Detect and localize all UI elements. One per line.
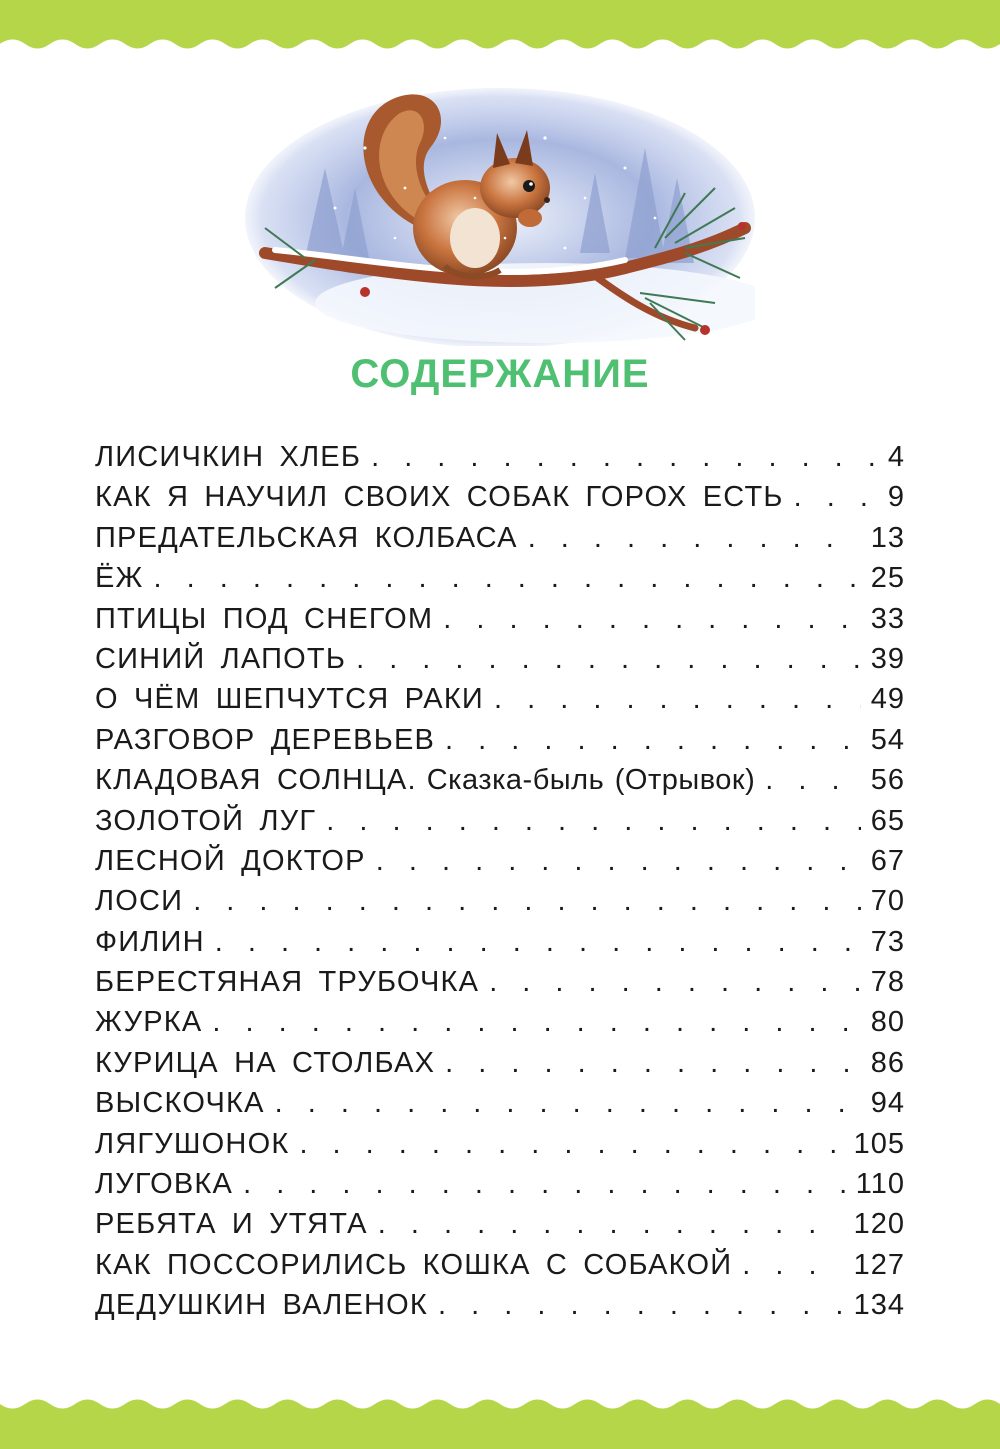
dot-leader (494, 683, 861, 716)
toc-entry (95, 1128, 905, 1168)
toc-page-number: 67 (870, 844, 905, 877)
toc-entry-title: КЛАДОВАЯ СОЛНЦА. (95, 764, 417, 797)
toc-entry (95, 643, 905, 683)
toc-entry-title: СИНИЙ ЛАПОТЬ (95, 642, 347, 675)
toc-page-number: 39 (870, 642, 905, 675)
toc-entry-title: ДЕДУШКИН ВАЛЕНОК (95, 1289, 429, 1322)
toc-entry-title: ЛИСИЧКИН ХЛЕБ (95, 441, 362, 473)
dot-leader (212, 1006, 860, 1039)
dot-leader (215, 926, 861, 959)
toc-entry (95, 764, 905, 804)
dot-leader (356, 643, 861, 676)
dot-leader (445, 724, 861, 757)
toc-entry-title: РАЗГОВОР ДЕРЕВЬЕВ (95, 723, 436, 756)
toc-page-number: 134 (853, 1289, 905, 1322)
toc-entry-title: ЖУРКА (95, 1006, 203, 1039)
toc-page-number: 54 (870, 723, 905, 756)
toc-entry (95, 1249, 905, 1289)
dot-leader (765, 764, 860, 797)
dot-leader (275, 1087, 861, 1120)
toc-entry (95, 724, 905, 764)
toc-page-number: 13 (870, 521, 905, 554)
toc-entry (95, 845, 905, 885)
squirrel-illustration (245, 78, 755, 346)
toc-page-number: 80 (870, 1006, 905, 1039)
page-title: СОДЕРЖАНИЕ (350, 352, 650, 396)
toc-entry-title: КУРИЦА НА СТОЛБАХ (95, 1046, 436, 1079)
toc-page-number: 65 (870, 804, 905, 837)
toc-page-number: 9 (887, 481, 905, 514)
toc-entry-title: О ЧЁМ ШЕПЧУТСЯ РАКИ (95, 683, 484, 716)
toc-entry (95, 1006, 905, 1046)
toc-entry-title: ЁЖ (95, 562, 144, 595)
dot-leader (243, 1168, 846, 1201)
dot-leader (445, 1047, 861, 1080)
toc-entry-subtitle: Сказка-быль (Отрывок) (426, 764, 756, 797)
toc-entry-title: ЛОСИ (95, 885, 184, 918)
toc-page-number: 49 (870, 683, 905, 716)
dot-leader (443, 603, 860, 636)
toc-entry-title: КАК Я НАУЧИЛ СВОИХ СОБАК ГОРОХ ЕСТЬ (95, 481, 784, 514)
toc-page-number: 73 (870, 925, 905, 958)
table-of-contents (95, 441, 905, 1330)
toc-entry (95, 1168, 905, 1208)
toc-entry-title: КАК ПОССОРИЛИСЬ КОШКА С СОБАКОЙ (95, 1248, 733, 1281)
toc-entry (95, 805, 905, 845)
dot-leader (326, 805, 860, 838)
dot-leader (154, 562, 861, 595)
toc-page-number: 33 (870, 602, 905, 635)
wave-border-bottom (0, 1397, 1000, 1411)
toc-page-number: 94 (870, 1087, 905, 1120)
toc-entry-title: РЕБЯТА И УТЯТА (95, 1208, 368, 1241)
toc-entry-title: ЗОЛОТОЙ ЛУГ (95, 804, 317, 837)
dot-leader (299, 1128, 843, 1161)
toc-entry (95, 522, 905, 562)
toc-entry-title: БЕРЕСТЯНАЯ ТРУБОЧКА (95, 966, 480, 999)
dot-leader (371, 441, 878, 474)
wave-border-top (0, 38, 1000, 52)
toc-entry (95, 1087, 905, 1127)
toc-page-number: 25 (870, 562, 905, 595)
toc-entry (95, 603, 905, 643)
toc-entry (95, 966, 905, 1006)
toc-entry-title: ПРЕДАТЕЛЬСКАЯ КОЛБАСА (95, 521, 518, 554)
toc-entry (95, 926, 905, 966)
top-decorative-band (0, 0, 1000, 52)
toc-entry-title: ПТИЦЫ ПОД СНЕГОМ (95, 602, 434, 635)
dot-leader (528, 522, 861, 555)
dot-leader (378, 1208, 844, 1241)
toc-entry-title: ЛЕСНОЙ ДОКТОР (95, 844, 366, 877)
toc-entry (95, 481, 905, 521)
toc-entry-title: ЛЯГУШОНОК (95, 1127, 290, 1160)
toc-page-number: 105 (853, 1127, 905, 1160)
toc-entry (95, 562, 905, 602)
toc-page-number: 78 (870, 966, 905, 999)
toc-entry (95, 441, 905, 481)
toc-page-number: 120 (853, 1208, 905, 1241)
dot-leader (438, 1289, 844, 1322)
toc-page-number: 127 (853, 1248, 905, 1281)
bottom-decorative-band (0, 1397, 1000, 1449)
toc-entry (95, 1289, 905, 1329)
dot-leader (742, 1249, 843, 1282)
toc-entry-title: ФИЛИН (95, 925, 205, 958)
dot-leader (489, 966, 861, 999)
toc-page-number: 110 (855, 1168, 905, 1201)
dot-leader (193, 885, 861, 918)
toc-entry-title: ВЫСКОЧКА (95, 1087, 265, 1120)
toc-page-number: 70 (870, 885, 905, 918)
toc-entry (95, 1047, 905, 1087)
dot-leader (376, 845, 861, 878)
toc-page-number: 4 (887, 441, 905, 473)
toc-entry (95, 885, 905, 925)
toc-entry (95, 683, 905, 723)
toc-entry-title: ЛУГОВКА (95, 1168, 234, 1201)
dot-leader (794, 481, 878, 514)
toc-page-number: 86 (870, 1046, 905, 1079)
toc-entry (95, 1208, 905, 1248)
toc-page-number: 56 (870, 764, 905, 797)
